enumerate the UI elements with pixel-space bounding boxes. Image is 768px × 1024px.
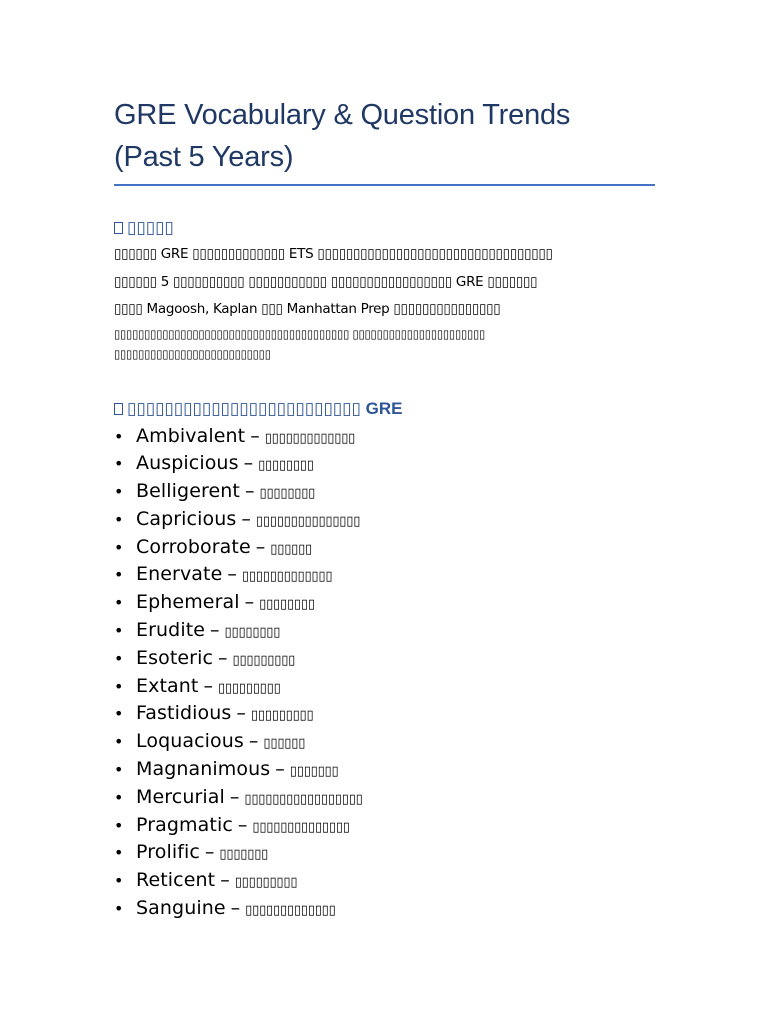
list-item (114, 812, 655, 840)
intro-line: ▯▯▯▯▯▯ GRE ▯▯▯▯▯▯▯▯▯▯▯▯▯ ETS ▯▯▯▯▯▯▯▯▯▯▯▯▯▯▯▯▯▯▯▯▯▯▯▯▯▯▯▯▯▯▯▯▯ (114, 246, 553, 262)
vocab-meaning: ▯▯▯▯▯▯ (270, 541, 313, 557)
bullet-icon: • (114, 537, 124, 557)
word-separator: – (244, 591, 255, 614)
vocab-word: Magnanimous (136, 758, 271, 781)
vocab-word: Belligerent (136, 480, 240, 503)
intro-heading-text: ▯▯▯▯▯ (127, 218, 174, 237)
word-separator: – (230, 897, 241, 920)
word-separator: – (237, 813, 248, 836)
vocab-list (114, 423, 655, 923)
list-item (114, 617, 655, 645)
word-separator: – (248, 730, 259, 753)
vocab-meaning: ▯▯▯▯▯▯▯▯▯ (234, 875, 298, 891)
vocab-meaning: ▯▯▯▯▯▯▯▯▯▯▯▯▯▯ (252, 819, 350, 835)
vocab-meaning: ▯▯▯▯▯▯▯▯▯▯▯▯▯ (245, 903, 336, 919)
bullet-icon: • (114, 760, 124, 780)
vocab-word: Reticent (136, 869, 216, 892)
vocab-word: Sanguine (136, 897, 226, 920)
bullet-icon: • (114, 732, 124, 752)
bullet-icon: • (114, 454, 124, 474)
vocab-meaning: ▯▯▯▯▯▯▯▯▯ (232, 652, 296, 668)
vocab-meaning: ▯▯▯▯▯▯▯ (289, 764, 339, 780)
list-item (114, 895, 655, 923)
emoji-glyph-icon (114, 403, 123, 415)
list-item (114, 673, 655, 701)
bullet-icon: • (114, 815, 124, 835)
list-item (114, 561, 655, 589)
list-item (114, 867, 655, 895)
vocab-meaning: ▯▯▯▯▯▯▯▯▯▯▯▯▯▯▯▯▯ (244, 791, 363, 807)
vocab-meaning: ▯▯▯▯▯▯▯▯ (259, 597, 315, 613)
list-item (114, 450, 655, 478)
bullet-icon: • (114, 593, 124, 613)
vocab-meaning: ▯▯▯▯▯▯▯▯ (258, 458, 314, 474)
vocab-word: Mercurial (136, 785, 225, 808)
vocab-list-heading-text: ▯▯▯▯▯▯▯▯▯▯▯▯▯▯▯▯▯▯▯▯▯▯▯▯▯ GRE (127, 398, 403, 418)
vocab-word: Loquacious (136, 730, 244, 753)
vocab-meaning: ▯▯▯▯▯▯▯▯▯ (217, 680, 281, 696)
title-underline-rule (114, 184, 655, 186)
bullet-icon: • (114, 704, 124, 724)
word-separator: – (243, 452, 254, 475)
list-item (114, 423, 655, 451)
bullet-icon: • (114, 899, 124, 919)
intro-heading (114, 217, 655, 239)
bullet-icon: • (114, 648, 124, 668)
vocab-word: Enervate (136, 563, 223, 586)
list-item (114, 589, 655, 617)
vocab-meaning: ▯▯▯▯▯▯▯▯ (259, 486, 316, 502)
vocab-word: Corroborate (136, 535, 251, 558)
word-separator: – (210, 619, 220, 642)
word-separator: – (250, 424, 260, 447)
word-separator: – (218, 646, 228, 669)
bullet-icon: • (114, 676, 124, 696)
bullet-icon: • (114, 787, 124, 807)
vocab-meaning: ▯▯▯▯▯▯▯▯▯▯▯▯▯ (264, 430, 356, 446)
list-item (114, 478, 655, 506)
list-item (114, 700, 655, 728)
word-separator: – (245, 480, 255, 503)
word-separator: – (275, 758, 285, 781)
bullet-icon: • (114, 843, 124, 863)
bullet-icon: • (114, 871, 124, 891)
bullet-icon: • (114, 565, 124, 585)
vocab-meaning: ▯▯▯▯▯▯▯▯▯▯▯▯▯▯▯ (255, 513, 361, 529)
vocab-word: Fastidious (136, 702, 232, 725)
vocab-word: Pragmatic (136, 813, 233, 836)
intro-line: ▯▯▯▯▯▯▯▯▯▯▯▯▯▯▯▯▯▯▯▯▯▯▯▯▯▯ (114, 346, 271, 361)
word-separator: – (203, 674, 213, 697)
vocab-meaning: ▯▯▯▯▯▯▯▯▯ (250, 708, 314, 724)
word-separator: – (227, 563, 237, 586)
intro-line: ▯▯▯▯▯▯ 5 ▯▯▯▯▯▯▯▯▯▯ ▯▯▯▯▯▯▯▯▯▯▯ ▯▯▯▯▯▯▯▯▯▯▯▯▯▯▯▯▯ GRE ▯▯▯▯▯▯▯ (114, 273, 538, 290)
vocab-word: Ambivalent (136, 424, 246, 447)
vocab-meaning: ▯▯▯▯▯▯▯▯▯▯▯▯▯ (241, 569, 333, 585)
emoji-glyph-icon (114, 222, 123, 234)
title-line-1: GRE Vocabulary & Question Trends (114, 99, 571, 131)
vocab-word: Prolific (136, 841, 200, 864)
vocab-meaning: ▯▯▯▯▯▯▯ (219, 847, 269, 863)
intro-paragraph (114, 241, 655, 364)
vocab-meaning: ▯▯▯▯▯▯▯▯ (224, 625, 281, 641)
word-separator: – (204, 841, 215, 864)
vocab-list-heading (114, 398, 655, 420)
document-title (114, 94, 655, 184)
list-item (114, 756, 655, 784)
word-separator: – (255, 535, 266, 558)
vocab-word: Ephemeral (136, 591, 240, 614)
intro-line: ▯▯▯▯ Magoosh, Kaplan ▯▯▯ Manhattan Prep ▯▯▯▯▯▯▯▯▯▯▯▯▯▯▯ (114, 301, 501, 317)
vocab-meaning: ▯▯▯▯▯▯ (263, 736, 306, 752)
bullet-icon: • (114, 482, 124, 502)
word-separator: – (241, 507, 251, 530)
list-item (114, 839, 655, 867)
list-item (114, 784, 655, 812)
bullet-icon: • (114, 509, 124, 529)
title-line-2: (Past 5 Years) (114, 141, 294, 173)
word-separator: – (236, 702, 246, 725)
document-page (114, 94, 655, 923)
vocab-word: Extant (136, 674, 199, 697)
bullet-icon: • (114, 426, 124, 446)
list-item (114, 534, 655, 562)
list-item (114, 506, 655, 534)
vocab-word: Erudite (136, 619, 206, 642)
word-separator: – (220, 869, 230, 892)
vocab-word: Esoteric (136, 646, 214, 669)
bullet-icon: • (114, 621, 124, 641)
word-separator: – (229, 785, 240, 808)
list-item (114, 645, 655, 673)
intro-line: ▯▯▯▯▯▯▯▯▯▯▯▯▯▯▯▯▯▯▯▯▯▯▯▯▯▯▯▯▯▯▯▯▯▯▯▯▯▯▯ ▯▯▯▯▯▯▯▯▯▯▯▯▯▯▯▯▯▯▯▯▯▯ (114, 326, 486, 341)
vocab-word: Capricious (136, 507, 237, 530)
list-item (114, 728, 655, 756)
vocab-word: Auspicious (136, 452, 239, 475)
